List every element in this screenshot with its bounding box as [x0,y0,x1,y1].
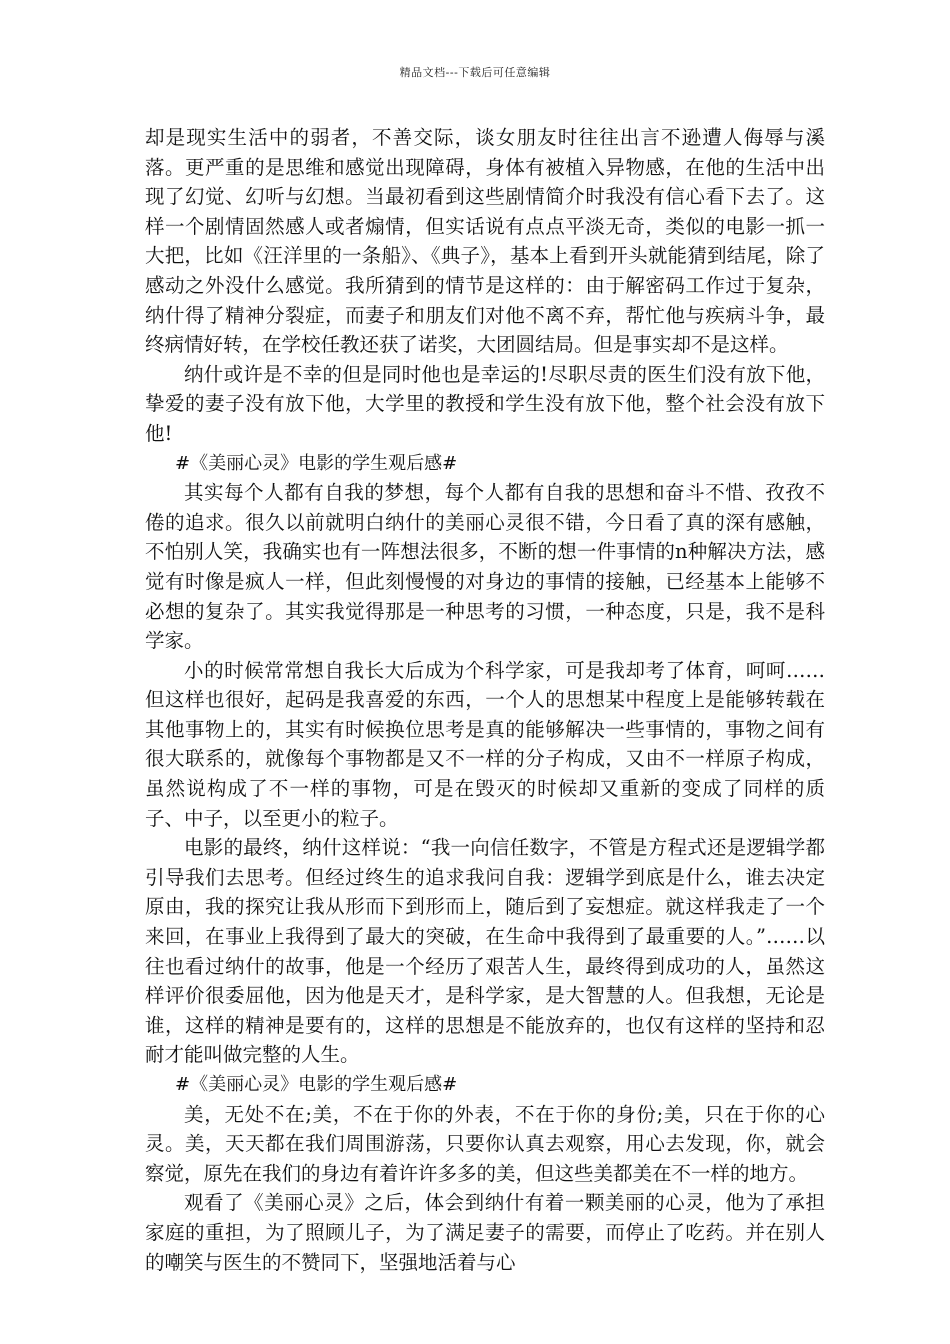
paragraph-6: 美，无处不在;美，不在于你的外表，不在于你的身份;美，只在于你的心灵。美，天天都在我们周围游荡，只要你认真去观察，用心去发现，你，就会察觉，原先在我们的身边有着许许多多的美，但这些美都美在不一样的地方。 [145,1102,825,1185]
paragraph-7: 观看了《美丽心灵》之后，体会到纳什有着一颗美丽的心灵，他为了承担家庭的重担，为了照顾儿子，为了满足妻子的需要，而停止了吃药。并在别人的嘲笑与医生的不赞同下，坚强地活着与心 [145,1191,825,1274]
paragraph-4: 小的时候常常想自我长大后成为个科学家，可是我却考了体育，呵呵……但这样也很好，起码是我喜爱的东西，一个人的思想某中程度上是能够转载在其他事物上的，其实有时候换位思考是真的能够解决一些事情的，事物之间有很大联系的，就像每个事物都是又不一样的分子构成，又由不一样原子构成，虽然说构成了不一样的事物，可是在毁灭的时候却又重新的变成了同样的质子、中子，以至更小的粒子。 [145,658,825,830]
paragraph-5: 电影的最终，纳什这样说：“我一向信任数字，不管是方程式还是逻辑学都引导我们去思考。但经过终生的追求我问自我：逻辑学到底是什么，谁去决定原由，我的探究让我从形而下到形而上，随后到了妄想症。就这样我走了一个来回，在事业上我得到了最大的突破，在生命中我得到了最重要的人。”……以往也看过纳什的故事，他是一个经历了艰苦人生，最终得到成功的人，虽然这样评价很委屈他，因为他是天才，是科学家，是大智慧的人。但我想，无论是谁，这样的精神是要有的，这样的思想是不能放弃的，也仅有这样的坚持和忍耐才能叫做完整的人生。 [145,836,825,1067]
paragraph-1: 却是现实生活中的弱者，不善交际，谈女朋友时往往出言不逊遭人侮辱与溪落。更严重的是思维和感觉出现障碍，身体有被植入异物感，在他的生活中出现了幻觉、幻听与幻想。当最初看到这些剧情简介时我没有信心看下去了。这样一个剧情固然感人或者煽情，但实话说有点点平淡无奇，类似的电影一抓一大把，比如《汪洋里的一条船》、《典子》，基本上看到开头就能猜到结尾，除了感动之外没什么感觉。我所猜到的情节是这样的：由于解密码工作过于复杂，纳什得了精神分裂症，而妻子和朋友们对他不离不弃，帮忙他与疾病斗争，最终病情好转，在学校任教还获了诺奖，大团圆结局。但是事实却不是这样。 [145,126,825,357]
paragraph-3: 其实每个人都有自我的梦想，每个人都有自我的思想和奋斗不惜、孜孜不倦的追求。很久以前就明白纳什的美丽心灵很不错，今日看了真的深有感触，不怕别人笑，我确实也有一阵想法很多，不断的想一件事情的n种解决方法，感觉有时像是疯人一样，但此刻慢慢的对身边的事情的接触，已经基本上能够不必想的复杂了。其实我觉得那是一种思考的习惯，一种态度，只是，我不是科学家。 [145,481,825,653]
document-body [145,123,825,1277]
paragraph-2: 纳什或许是不幸的但是同时他也是幸运的!尽职尽责的医生们没有放下他，挚爱的妻子没有放下他，大学里的教授和学生没有放下他，整个社会没有放下他! [145,362,825,445]
section-heading-2: #《美丽心灵》电影的学生观后感# [175,1074,458,1095]
section-heading-1: #《美丽心灵》电影的学生观后感# [175,452,458,474]
page-header: 精品文档---下载后可任意编辑 [399,66,551,79]
